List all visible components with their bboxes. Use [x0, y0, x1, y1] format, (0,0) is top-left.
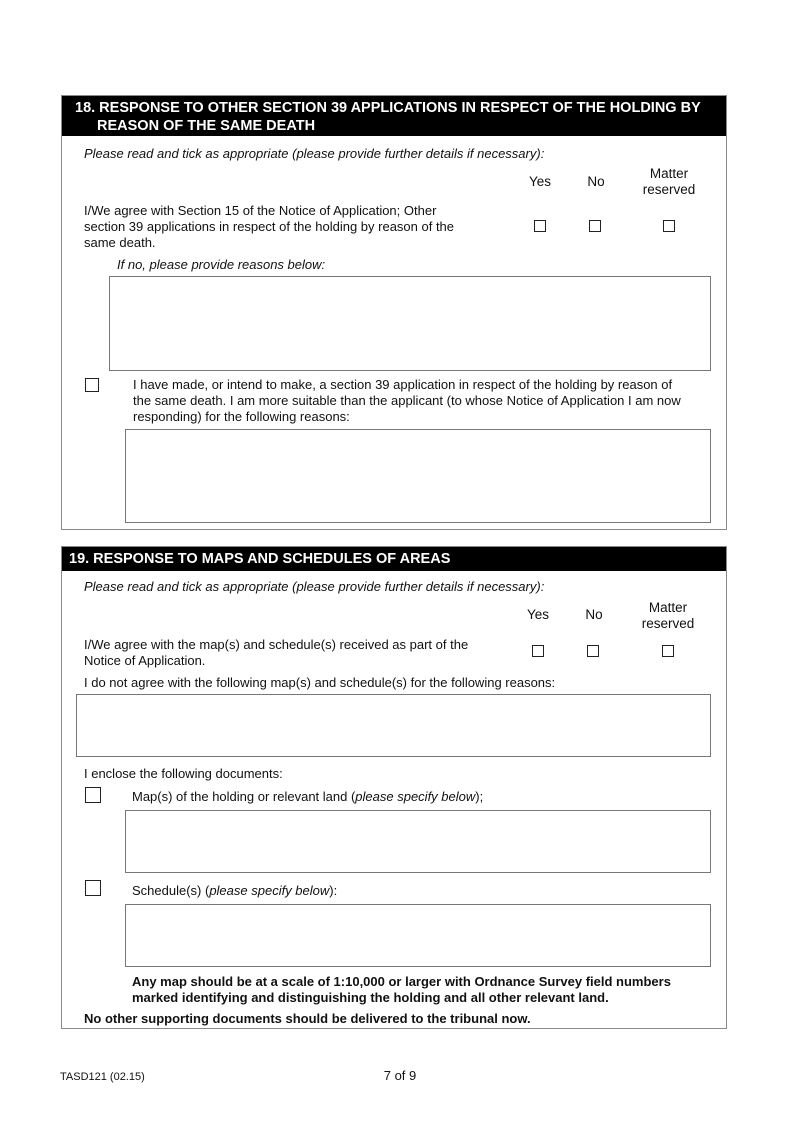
section-18-matter-reserved-checkbox[interactable]	[663, 220, 675, 232]
section-18-title-line1: 18. RESPONSE TO OTHER SECTION 39 APPLICATIONS IN RESPECT OF THE HOLDING BY	[75, 100, 701, 116]
section-18-intend-statement	[133, 377, 713, 425]
section-19-no-checkbox[interactable]	[587, 645, 599, 657]
section-18-col-yes: Yes	[528, 174, 552, 189]
section-18-if-no-label: If no, please provide reasons below:	[117, 257, 326, 272]
section-18-if-no-reasons-input[interactable]	[109, 276, 711, 371]
section-19-matter-reserved-checkbox[interactable]	[662, 645, 674, 657]
section-19-schedule-label-italic: please specify below	[209, 883, 330, 898]
section-19-scale-note	[132, 974, 712, 1006]
section-19-instruction: Please read and tick as appropriate (please provide further details if necessary):	[84, 579, 545, 594]
section-18-col-matter-line2: reserved	[642, 182, 696, 197]
section-19-agree-line2: Notice of Application.	[84, 653, 206, 668]
section-19-disagree-reasons-input[interactable]	[76, 694, 711, 757]
section-19-agree-line1: I/We agree with the map(s) and schedule(s) received as part of the	[84, 637, 469, 652]
section-18-yes-checkbox[interactable]	[534, 220, 546, 232]
section-18-agree-line1: I/We agree with Section 15 of the Notice of Application; Other	[84, 203, 437, 218]
section-19-schedule-checkbox[interactable]	[85, 880, 101, 896]
section-18-col-matter-line1: Matter	[649, 166, 689, 181]
section-19-col-matter-line2: reserved	[641, 616, 695, 631]
section-19-maps-label-end: );	[475, 789, 484, 804]
section-19-schedule-specify-input[interactable]	[125, 904, 711, 967]
section-18-instruction: Please read and tick as appropriate (please provide further details if necessary):	[84, 146, 545, 161]
section-18-intend-line3: responding) for the following reasons:	[133, 409, 350, 424]
section-19-disagree-label: I do not agree with the following map(s) and schedule(s) for the following reasons:	[84, 675, 556, 690]
section-19-schedule-label	[132, 883, 337, 899]
section-19	[61, 546, 727, 1029]
section-18-intend-checkbox[interactable]	[85, 378, 99, 392]
section-19-yes-checkbox[interactable]	[532, 645, 544, 657]
section-19-maps-label	[132, 789, 483, 805]
section-18	[61, 95, 727, 530]
section-19-col-matter-line1: Matter	[648, 600, 688, 615]
footer-page-number: 7 of 9	[383, 1068, 417, 1083]
section-19-scale-note-line1: Any map should be at a scale of 1:10,000 or larger with Ordnance Survey field numbers	[132, 974, 671, 989]
section-18-agree-line2: section 39 applications in respect of the holding by reason of the	[84, 219, 455, 234]
section-19-header	[62, 547, 726, 571]
section-19-maps-checkbox[interactable]	[85, 787, 101, 803]
section-18-header	[62, 96, 726, 136]
section-19-enclose-label: I enclose the following documents:	[84, 766, 283, 781]
section-19-maps-specify-input[interactable]	[125, 810, 711, 873]
section-19-agree-statement	[84, 637, 504, 669]
section-19-scale-note-line2: marked identifying and distinguishing the holding and all other relevant land.	[132, 990, 609, 1005]
section-19-maps-label-italic: please specify below	[355, 789, 476, 804]
section-19-maps-label-text: Map(s) of the holding or relevant land (	[132, 789, 356, 804]
section-19-schedule-label-end: ):	[329, 883, 338, 898]
section-19-no-other-documents: No other supporting documents should be delivered to the tribunal now.	[84, 1011, 531, 1026]
section-19-title: 19. RESPONSE TO MAPS AND SCHEDULES OF AREAS	[69, 551, 451, 567]
section-19-col-yes: Yes	[526, 607, 550, 622]
section-18-intend-line1: I have made, or intend to make, a section 39 application in respect of the holding by reason of	[133, 377, 673, 392]
section-19-schedule-label-text: Schedule(s) (	[132, 883, 210, 898]
section-18-title-line2: REASON OF THE SAME DEATH	[97, 118, 316, 134]
section-19-col-matter-reserved	[631, 600, 705, 632]
section-18-no-checkbox[interactable]	[589, 220, 601, 232]
section-18-agree-line3: same death.	[84, 235, 156, 250]
section-18-intend-line2: the same death. I am more suitable than the applicant (to whose Notice of Application I am now	[133, 393, 681, 408]
section-19-col-no: No	[585, 607, 603, 622]
footer-form-code: TASD121 (02.15)	[60, 1071, 145, 1083]
section-18-suitability-reasons-input[interactable]	[125, 429, 711, 523]
section-18-col-matter-reserved	[632, 166, 706, 198]
section-18-agree-statement	[84, 203, 484, 251]
section-18-col-no: No	[587, 174, 605, 189]
